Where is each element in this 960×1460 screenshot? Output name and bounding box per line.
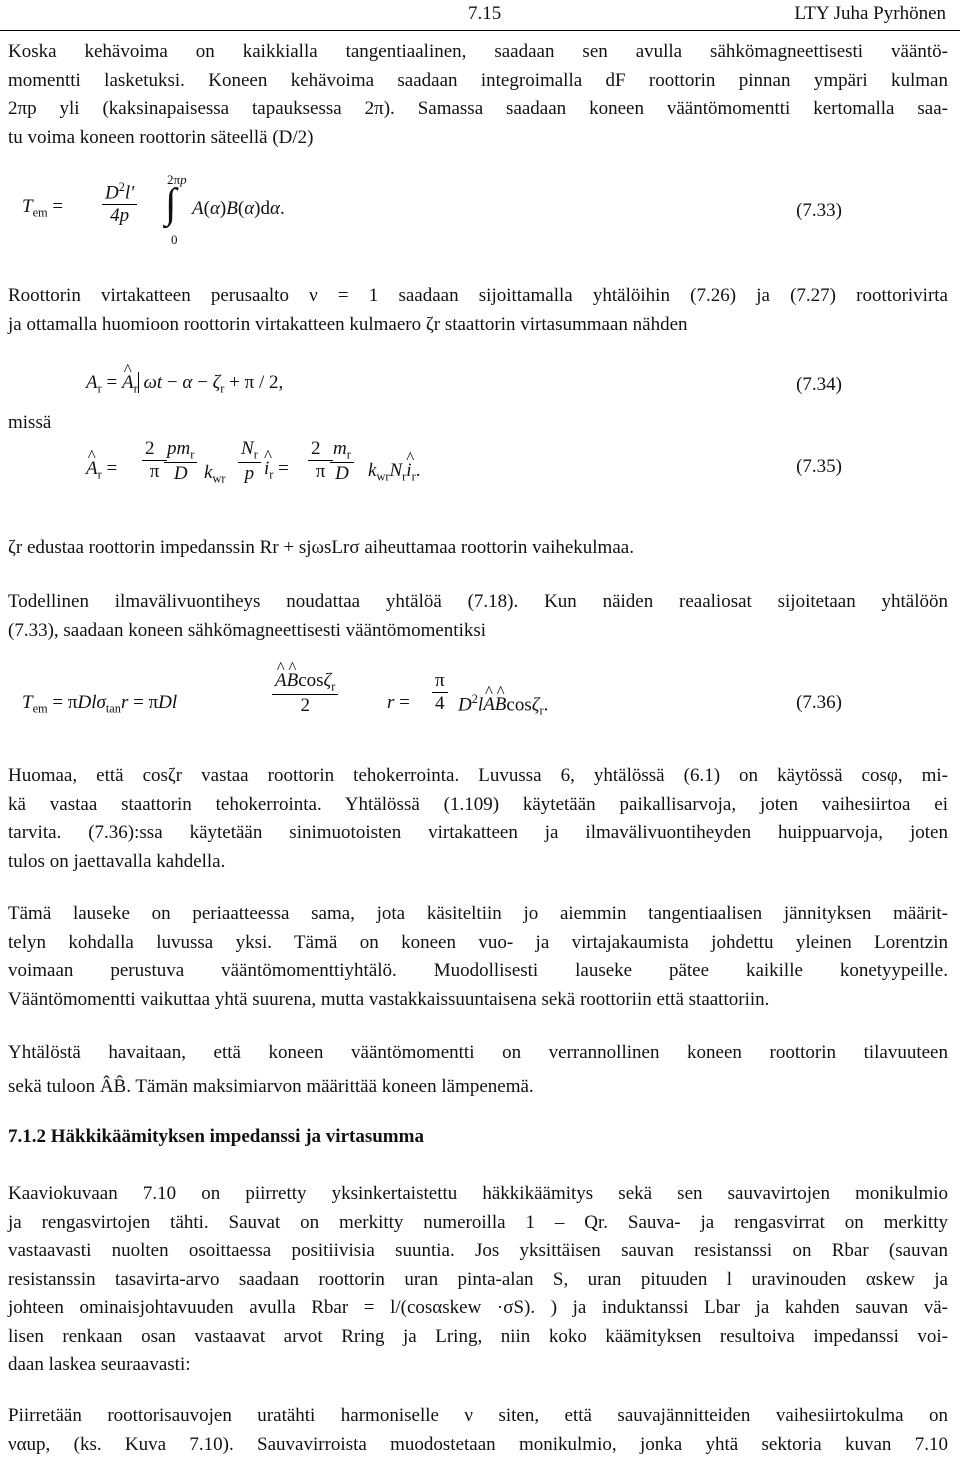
equation-label: (7.36) [796,692,842,713]
equation-label: (7.34) [796,374,842,395]
text-line: Tämä lauseke on periaatteessa sama, jota käsiteltiin jo aiemmin tangentiaalisen jännityksen määrit- [8,903,948,924]
paragraph-lorentz [8,900,948,1014]
text-line: ja ottamalla huomioon roottorin virtakatteen kulmaero ζr staattorin virtasummaan nähden [8,313,688,335]
equation-7-36: $T_{em} = \pi Dl\sigma_{tan}r = \pi Dl$ ^ $\frac{A\^{} Bcos\zeta_r}{2}$ r = $\frac{\pi}{4}$ $D^2l\^{}$ A^ Bcosζ$_r$. [22,668,642,738]
text-line: (7.33), saadaan koneen sähkömagneettisesti vääntömomentiksi [8,619,487,641]
text-line: Huomaa, että cosζr vastaa roottorin tehokerrointa. Luvussa 6, yhtälössä (6.1) on käytössä cosφ, mi- [8,765,948,786]
text-line: Kaaviokuvaan 7.10 on piirretty yksinkertaistettu häkkikäämitys sekä sen sauvavirtojen monikulmio [8,1183,948,1204]
paragraph-fundamental [8,282,948,339]
text-line: 2πp yli (kaksinapaisessa tapauksessa 2π). Samassa saadaan koneen vääntömomentti kertomalla saa- [8,98,948,119]
equation-7-34: $A_r$ = ^ $A_r$ $\omega t - \alpha - \zeta_r + \pi / 2$, [86,372,283,396]
equation-7-33: $T_{em}$ = $\frac{D^2l'}{4p}$ 2πp ∫ 0 A(α)B(α)dα. [22,172,285,247]
text-line: Todellinen ilmavälivuontiheys noudattaa yhtälöä (7.18). Kun näiden reaaliosat sijoitetaan yhtälöön [8,591,948,612]
text-line: resistanssin tasavirta-arvo saadaan roottorin uran pinta-alan S, uran pituuden l uravinouden αskew ja [8,1268,948,1290]
equation-7-35: ^ $A_r$ = $\frac{2}{\pi}$ $pm_r$ D $k_{wr}$ $\frac{N_r}{p}$ ^ $i_r$ = $\frac{2}{\pi}$ $\frac{m_r}{D}$ $k_{wr}N_r\^{}$ $i_r$. [86,438,606,508]
text-line: momentti lasketuksi. Koneen kehävoima saadaan integroimalla dF roottorin pinnan ympäri kulman [8,69,948,91]
text-line: telyn kohdalla luvussa yksi. Tämä on koneen vuo- ja virtajakaumista johdettu yleinen Lorentzin [8,931,948,953]
paragraph-intro [8,38,948,152]
paragraph-power-factor [8,762,948,876]
text-line: Vääntömomentti vaikuttaa yhtä suurena, mutta vastakkaissuuntaisena sekä roottoriin että staattoriin. [8,988,770,1010]
text-line: ναup, (ks. Kuva 7.10). Sauvavirroista muodostetaan monikulmio, jonka yhtä sektoria kuvan 7.10 [8,1433,948,1455]
paragraph-cage-winding [8,1180,948,1380]
paragraph-torque-intro [8,588,948,645]
section-heading: 7.1.2 Häkkikäämityksen impedanssi ja virtasumma [8,1126,424,1147]
text-line: lisen renkaan osan vastaavat arvot Rring ja Lring, niin koko käämityksen resultoiva impedanssi voi- [8,1325,948,1347]
text-line: Roottorin virtakatteen perusaalto ν = 1 saadaan sijoittamalla yhtälöihin (7.26) ja (7.27) roottorivirta [8,285,948,306]
text-line: ζr edustaa roottorin impedanssin Rr + sjωsLrσ aiheuttamaa roottorin vaihekulmaa. [8,537,634,558]
text-line: sekä tuloon ÂB̂. Tämän maksimiarvon määrittää koneen lämpenemä. [8,1076,534,1097]
text-line: vastaavasti nuolten osoittaessa positiivisia suuntia. Jos yksittäisen sauvan resistanssi on Rbar (sauvan [8,1240,948,1261]
text-line: tulos on jaettavalla kahdella. [8,850,226,872]
text-line: voimaan perustuva vääntömomenttiyhtälö. Muodollisesti lauseke pätee kaikille konetyypeille. [8,960,948,981]
text-line: Piirretään roottorisauvojen uratähti harmoniselle ν siten, että sauvajännitteiden vaihesiirtokulma on [8,1405,948,1426]
running-author: LTY Juha Pyrhönen [794,3,946,24]
page-number: 7.15 [468,3,502,24]
equation-label: (7.33) [796,200,842,221]
text-line: kä vastaa staattorin tehokerrointa. Yhtälössä (1.109) käytetään paikallisarvoja, joten vaihesiirtoa ei [8,793,948,815]
text-line: ja rengasvirtojen tähti. Sauvat on merkitty numeroilla 1 – Qr. Sauva- ja rengasvirrat on merkitty [8,1211,948,1233]
text-line: Yhtälöstä havaitaan, että koneen vääntömomentti on verrannollinen koneen roottorin tilavuuteen [8,1042,948,1063]
text-line: tarvita. (7.36):ssa käytetään sinimuotoisten virtakatteen ja ilmavälivuontiheyden huippuarvoja, joten [8,822,948,843]
where-label: missä [8,412,52,433]
paragraph-phase-angle [8,534,948,563]
paragraph-slot-star [8,1402,948,1459]
text-line: johteen ominaisjohtavuuden avulla Rbar = l/(cosαskew ·σS). ) ja induktanssi Lbar ja kahden sauvan vä- [8,1297,948,1318]
header-rule [0,30,960,31]
paragraph-volume [8,1036,948,1104]
text-line: tu voima koneen roottorin säteellä (D/2) [8,126,314,148]
text-line: daan laskea seuraavasti: [8,1354,191,1375]
text-line: Koska kehävoima on kaikkialla tangentiaalinen, saadaan sen avulla sähkömagneettisesti vääntö- [8,41,948,62]
equation-label: (7.35) [796,456,842,477]
